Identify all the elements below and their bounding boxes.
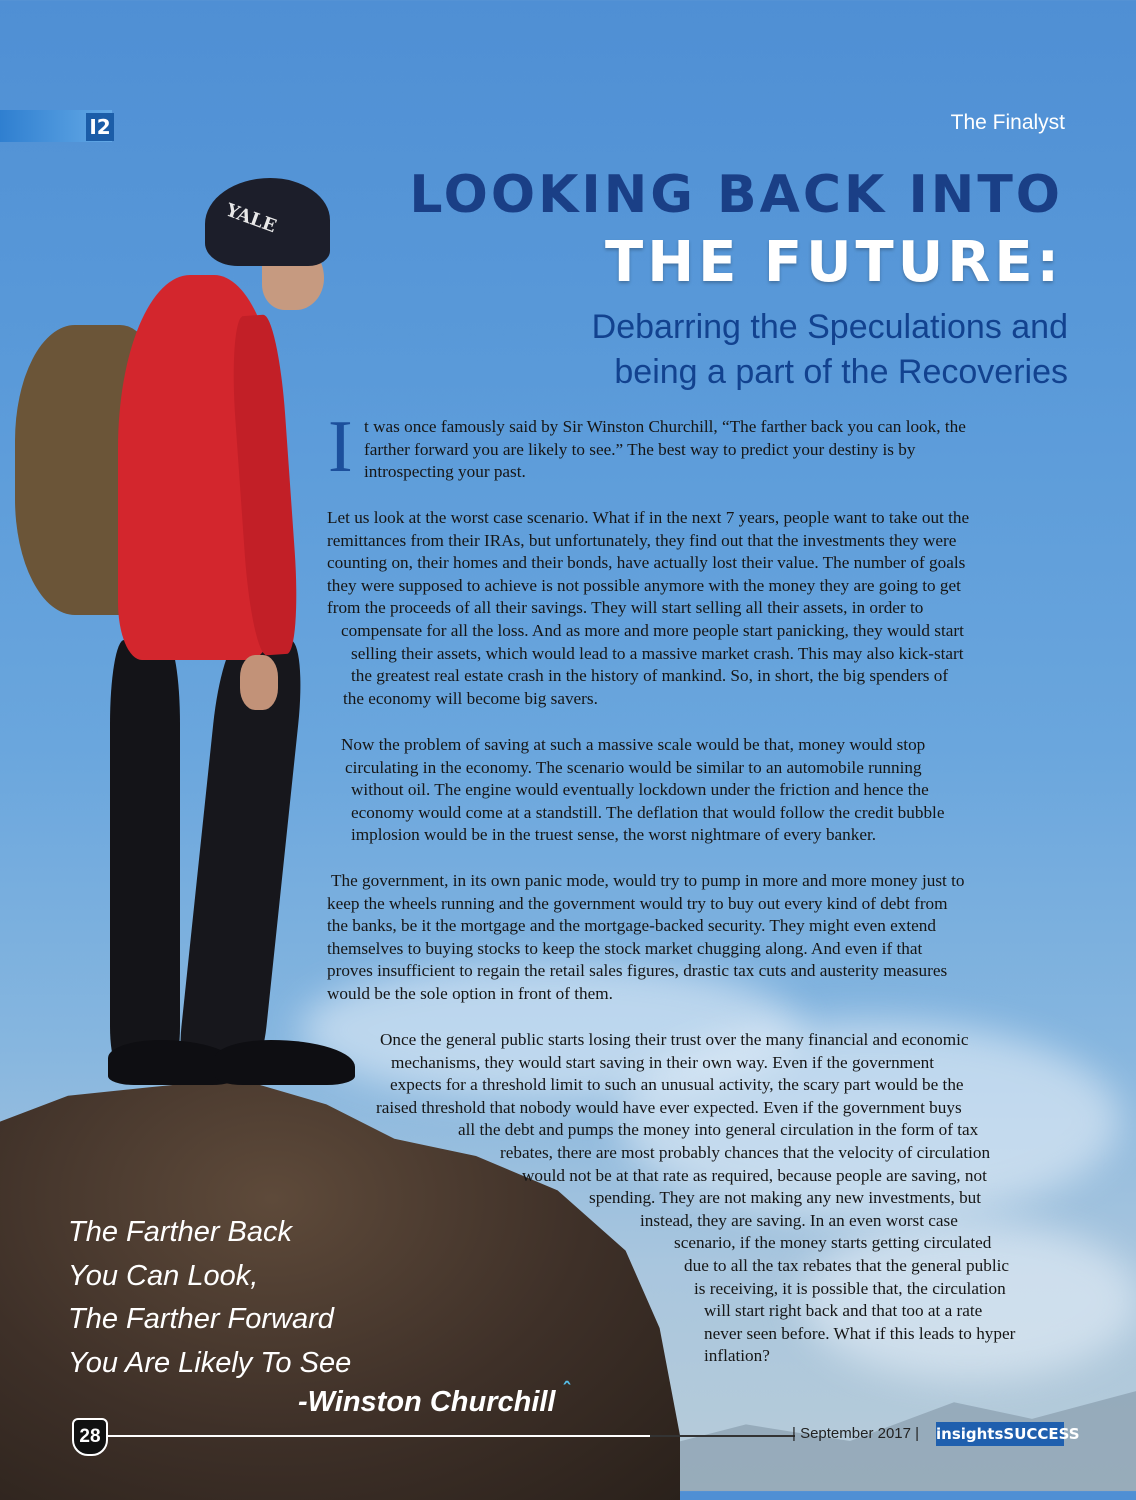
text-line: all the debt and pumps the money into general circulation in the form of tax	[458, 1120, 979, 1140]
text-line: mechanisms, they would start saving in their own way. Even if the government	[391, 1052, 935, 1072]
text-line: farther forward you are likely to see.” The best way to predict your destiny is by	[364, 439, 916, 459]
quote-line: The Farther Back	[68, 1216, 293, 1248]
text-line: without oil. The engine would eventually lockdown under the friction and hence the	[351, 780, 929, 800]
text-line: Let us look at the worst case scenario. What if in the next 7 years, people want to take out the	[327, 508, 970, 527]
text-line: proves insufficient to regain the retail sales figures, drastic tax cuts and austerity measures	[327, 961, 948, 981]
text-line: The government, in its own panic mode, would try to pump in more and more money just to	[331, 871, 965, 890]
brand-logo	[936, 1422, 1080, 1446]
text-line: would not be at that rate as required, because people are saving, not	[522, 1165, 987, 1185]
text-line: they were supposed to achieve is not possible anymore with the money they are going to get	[327, 575, 961, 595]
text-line: the economy will become big savers.	[343, 688, 598, 708]
text-line: implosion would be in the truest sense, the worst nightmare of every banker.	[351, 825, 877, 845]
quote-author: -Winston Churchill	[298, 1386, 556, 1418]
brand-text: insights	[936, 1425, 1004, 1443]
text-line: circulating in the economy. The scenario would be similar to an automobile running	[345, 757, 922, 777]
text-line: is receiving, it is possible that, the circulation	[694, 1278, 1006, 1298]
brand-accent-text: SUCCESS	[1003, 1425, 1080, 1443]
page-number: 28	[72, 1418, 108, 1456]
text-line: rebates, there are most probably chances that the velocity of circulation	[500, 1142, 991, 1162]
paragraph-1	[0, 416, 966, 484]
paragraph-4	[0, 870, 964, 1006]
quote-mark-icon: ˆ	[562, 1378, 572, 1402]
pull-quote	[68, 1211, 351, 1385]
text-line: never seen before. What if this leads to hyper	[704, 1323, 1016, 1343]
text-line: due to all the tax rebates that the general public	[684, 1255, 1010, 1275]
subtitle-line: being a part of the Recoveries	[614, 353, 1068, 391]
text-line: expects for a threshold limit to such an unusual activity, the scary part would be the	[390, 1075, 964, 1095]
text-line: keep the wheels running and the government would try to buy out every kind of debt from	[327, 893, 948, 913]
quote-line: You Can Look,	[68, 1259, 259, 1292]
text-line: remittances from their IRAs, but unfortunately, they find out that the investments they were	[327, 530, 957, 550]
quote-line: You Are Likely To See	[68, 1346, 352, 1379]
cap-logo-text: YALE	[222, 199, 280, 238]
text-line: would be the sole option in front of them.	[327, 983, 613, 1003]
text-line: scenario, if the money starts getting circulated	[674, 1233, 992, 1253]
text-line: selling their assets, which would lead to a massive market crash. This may also kick-start	[351, 643, 964, 663]
footer-rule	[650, 1435, 795, 1437]
text-line: themselves to buying stocks to keep the stock market chugging along. And even if that	[327, 938, 923, 958]
text-line: spending. They are not making any new investments, but	[589, 1188, 982, 1208]
article-title-line2: THE FUTURE:	[605, 230, 1063, 295]
text-line: the greatest real estate crash in the history of mankind. So, in short, the big spenders of	[351, 666, 949, 686]
text-line: the banks, be it the mortgage and the mortgage-backed security. They might even extend	[327, 916, 936, 936]
quote-line: The Farther Forward	[68, 1303, 334, 1335]
text-line: compensate for all the loss. And as more and more people start panicking, they would start	[341, 620, 964, 640]
section-label: The Finalyst	[950, 111, 1065, 134]
text-line: will start right back and that too at a rate	[704, 1301, 983, 1321]
subtitle-line: Debarring the Speculations and	[591, 308, 1068, 346]
text-line: introspecting your past.	[364, 462, 526, 482]
text-line: counting on, their homes and their bonds, have actually lost their value. The number of goals	[327, 553, 966, 573]
text-line: Now the problem of saving at such a massive scale would be that, money would stop	[341, 735, 926, 754]
text-line: Once the general public starts losing their trust over the many financial and economic	[380, 1030, 969, 1049]
drop-cap: I	[328, 406, 353, 488]
text-line: t was once famously said by Sir Winston Churchill, “The farther back you can look, the	[364, 417, 966, 436]
paragraph-3	[0, 734, 944, 847]
text-line: from the proceeds of all their savings. They will start selling all their assets, in order to	[327, 598, 924, 618]
article-title-line1: LOOKING BACK INTO	[409, 165, 1063, 225]
text-line: instead, they are saving. In an even worst case	[640, 1210, 958, 1230]
text-line: economy would come at a standstill. The deflation that would follow the credit bubble	[351, 802, 945, 822]
paragraph-2	[0, 507, 969, 710]
text-line: raised threshold that nobody would have ever expected. Even if the government buys	[376, 1097, 962, 1117]
issue-date: | September 2017 |	[792, 1425, 920, 1442]
section-logo-icon: I2	[86, 113, 114, 141]
article-subtitle	[428, 305, 1068, 395]
text-line: inflation?	[704, 1346, 770, 1366]
